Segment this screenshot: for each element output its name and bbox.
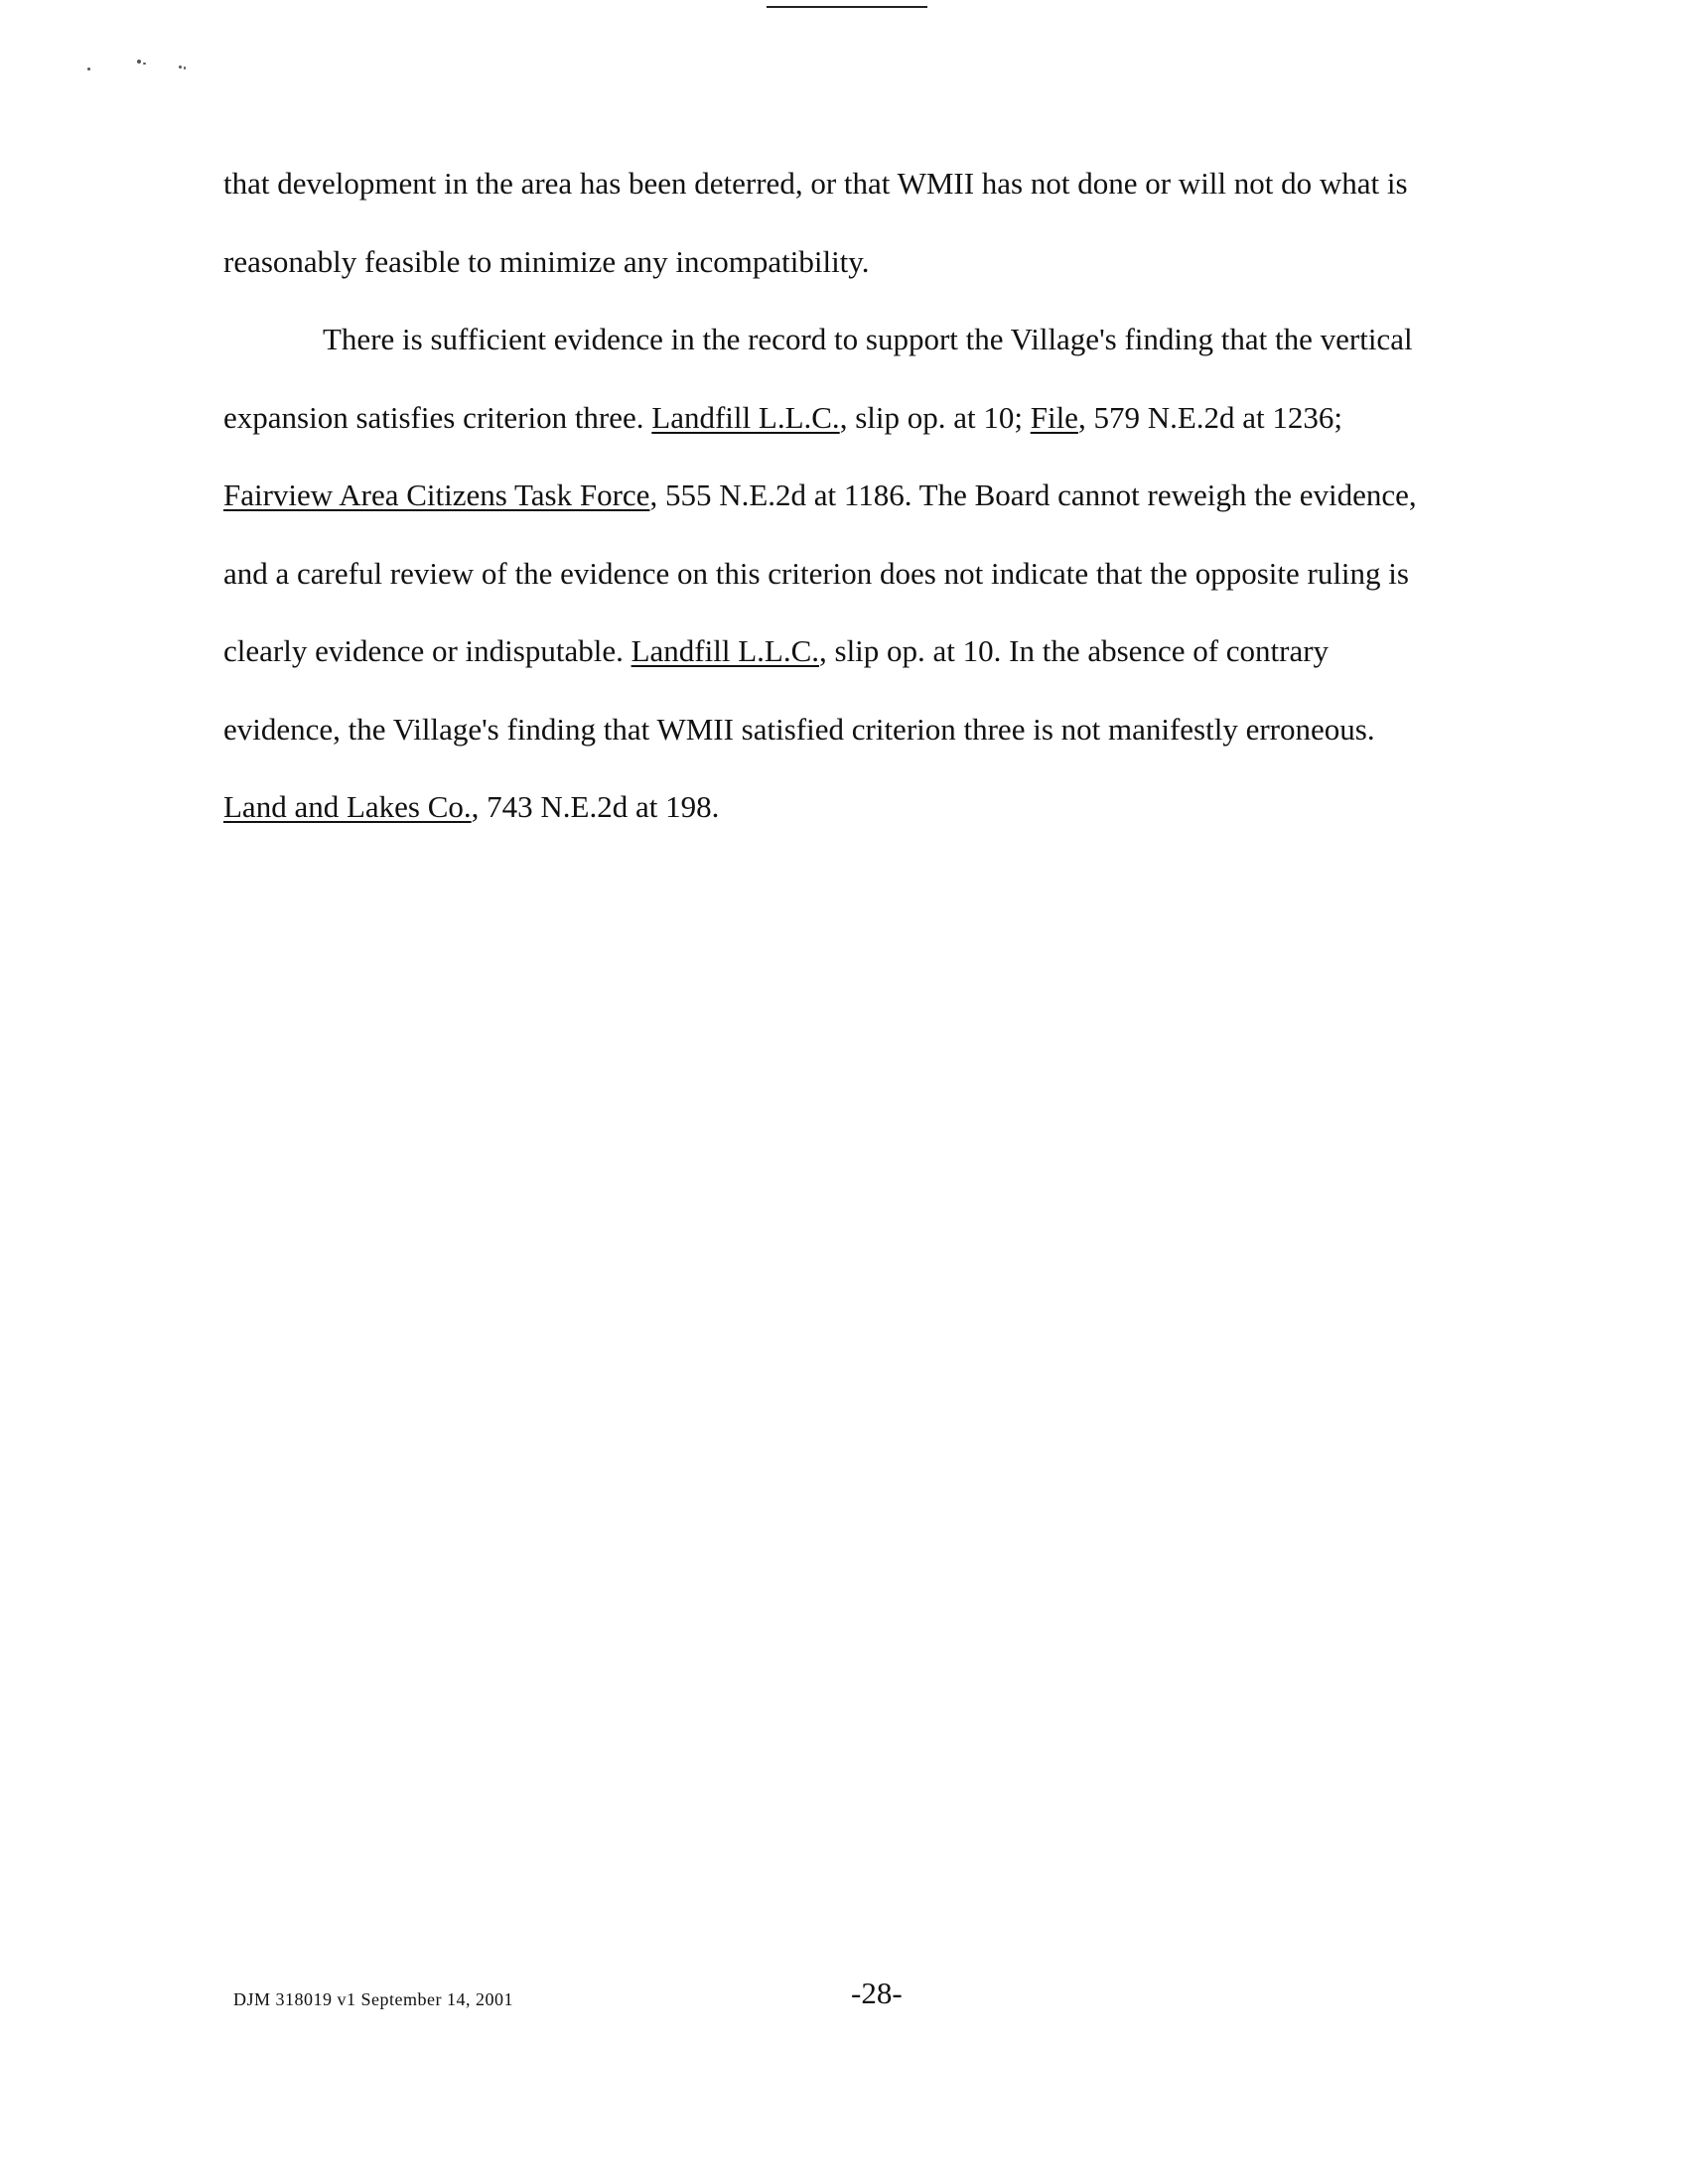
body-line: expansion satisfies criterion three. Landfill L.L.C., slip op. at 10; File, 579 N.E.2d at 1236; bbox=[223, 399, 1343, 435]
body-line: reasonably feasible to minimize any incompatibility. bbox=[223, 243, 870, 279]
body-line: Fairview Area Citizens Task Force, 555 N.E.2d at 1186. The Board cannot reweigh the evidence, bbox=[223, 478, 1417, 512]
case-citation: File bbox=[1030, 399, 1078, 435]
case-citation: Fairview Area Citizens Task Force bbox=[223, 478, 650, 512]
case-citation: Landfill L.L.C. bbox=[651, 399, 840, 435]
body-line: clearly evidence or indisputable. Landfill L.L.C., slip op. at 10. In the absence of contrary bbox=[223, 633, 1330, 668]
page-number: -28- bbox=[851, 1976, 903, 2010]
body-line: Land and Lakes Co., 743 N.E.2d at 198. bbox=[223, 789, 720, 824]
case-citation: Land and Lakes Co. bbox=[223, 789, 472, 824]
case-citation: Landfill L.L.C. bbox=[631, 633, 819, 668]
body-line: that development in the area has been deterred, or that WMII has not done or will not do what is bbox=[223, 166, 1408, 201]
body-line: evidence, the Village's finding that WMII satisfied criterion three is not manifestly erroneous. bbox=[223, 711, 1375, 747]
footer-document-id: DJM 318019 v1 September 14, 2001 bbox=[233, 1989, 513, 2009]
document-body bbox=[223, 145, 1514, 847]
paragraph-first-line: There is sufficient evidence in the record to support the Village's finding that the vertical bbox=[323, 322, 1413, 356]
top-rule bbox=[767, 6, 927, 8]
body-line: and a careful review of the evidence on this criterion does not indicate that the opposite ruling is bbox=[223, 555, 1409, 591]
scan-artifacts bbox=[87, 60, 207, 79]
